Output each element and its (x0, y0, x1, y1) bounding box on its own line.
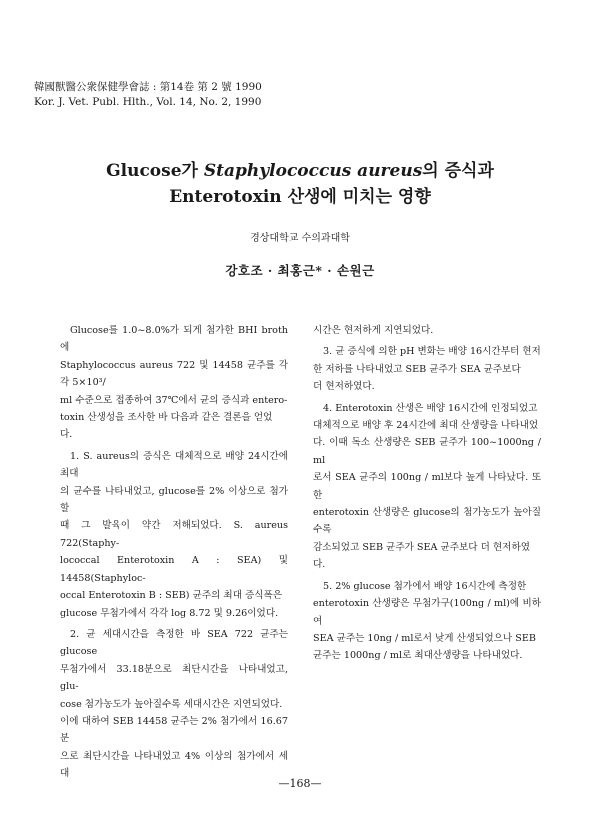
text-line: 5. 2% glucose 첨가에서 배양 16시간에 측정한 (323, 580, 527, 592)
title-line-2: Enterotoxin 산생에 미치는 영향 (169, 187, 431, 207)
page-number: —168— (278, 777, 322, 790)
journal-citation-english: Kor. J. Vet. Publ. Hlth., Vol. 14, No. 2, 1990 (34, 96, 262, 108)
title-species: Staphylococcus aureus (203, 161, 423, 181)
authors: 강호조 · 최홍근* · 손원근 (225, 263, 375, 278)
text-line: 의 균수를 나타내었고, glucose를 2% 이상으로 첨가할 (60, 485, 288, 515)
text-line: cose 첨가농도가 높아질수록 세대시간은 지연되었다. (60, 698, 283, 710)
left-column (60, 322, 288, 783)
text-line: 4. Enterotoxin 산생은 배양 16시간에 인정되었고 (323, 402, 538, 414)
text-line: Glucose를 1.0~8.0%가 되게 첨가한 BHI broth에 (60, 325, 288, 354)
text-line: SEA 균주는 10ng / ml로서 낮게 산생되었으나 SEB (313, 632, 536, 644)
text-line: 균주는 1000ng / ml로 최대산생량을 나타내었다. (313, 650, 523, 662)
text-line: 다. (60, 429, 73, 441)
text-line: lococcal Enterotoxin A : SEA) 및 14458(Staphyloc- (60, 555, 288, 584)
text-line: 로서 SEA 균주의 100ng / ml보다 높게 나타났다. 또한 (313, 472, 541, 501)
text-line: Staphylococcus aureus 722 및 14458 균주를 각각 5×10³/ (60, 359, 288, 389)
text-line: 대체적으로 배양 후 24시간에 최대 산생량을 나타내었 (313, 420, 539, 432)
text-line: ml 수준으로 접종하여 37℃에서 균의 증식과 entero- (60, 394, 288, 406)
title-suffix: 의 증식과 (422, 161, 494, 181)
text-line: 한 저하를 나타내었고 SEB 균주가 SEA 균주보다 (313, 363, 521, 375)
text-line: glucose 무첨가에서 각각 log 8.72 및 9.26이었다. (60, 607, 279, 619)
text-line: occal Enterotoxin B : SEB) 균주의 최대 증식폭은 (60, 590, 283, 602)
text-line: 때 그 발육이 약간 저해되었다. S. aureus 722(Staphy- (60, 520, 288, 549)
text-line: 1. S. aureus의 증식은 대체적으로 배양 24시간에 최대 (60, 450, 288, 480)
right-column (313, 322, 541, 665)
text-line: 시간은 현저하게 지연되었다. (313, 325, 434, 336)
journal-header (34, 80, 262, 110)
text-line: enterotoxin 산생량은 무첨가구(100ng / ml)에 비하여 (313, 598, 541, 627)
text-line: 감소되었고 SEB 균주가 SEA 균주보다 더 현저하였 (313, 541, 530, 553)
text-line: 무첨가에서 33.18분으로 최단시간을 나타내었고, glu- (60, 663, 288, 693)
journal-citation-korean: 韓國獸醫公衆保健學會誌 : 第14卷 第 2 號 1990 (34, 81, 262, 93)
text-line: toxin 산생성을 조사한 바 다음과 같은 결론을 얻었 (60, 412, 273, 424)
text-line: 3. 균 증식에 의한 pH 변화는 배양 16시간부터 현저 (323, 346, 541, 358)
text-line: 더 현저하였다. (313, 381, 375, 393)
text-line: enterotoxin 산생량은 glucose의 첨가농도가 높아질수록 (313, 507, 541, 536)
text-line: 이에 대하여 SEB 14458 균주는 2% 첨가에서 16.67분 (60, 715, 288, 745)
text-line: 다. 이때 독소 산생량은 SEB 균주가 100~1000ng / ml (313, 437, 541, 466)
affiliation: 경상대학교 수의과대학 (250, 233, 350, 244)
title-line-1 (0, 158, 600, 184)
text-line: 으로 최단시간을 나타내었고 4% 이상의 첨가에서 세대 (60, 750, 288, 780)
article-title (0, 158, 600, 210)
title-prefix: Glucose가 (106, 161, 204, 181)
text-line: 다. (313, 559, 326, 571)
text-line: 2. 균 세대시간을 측정한 바 SEA 722 균주는 glucose (60, 628, 288, 658)
